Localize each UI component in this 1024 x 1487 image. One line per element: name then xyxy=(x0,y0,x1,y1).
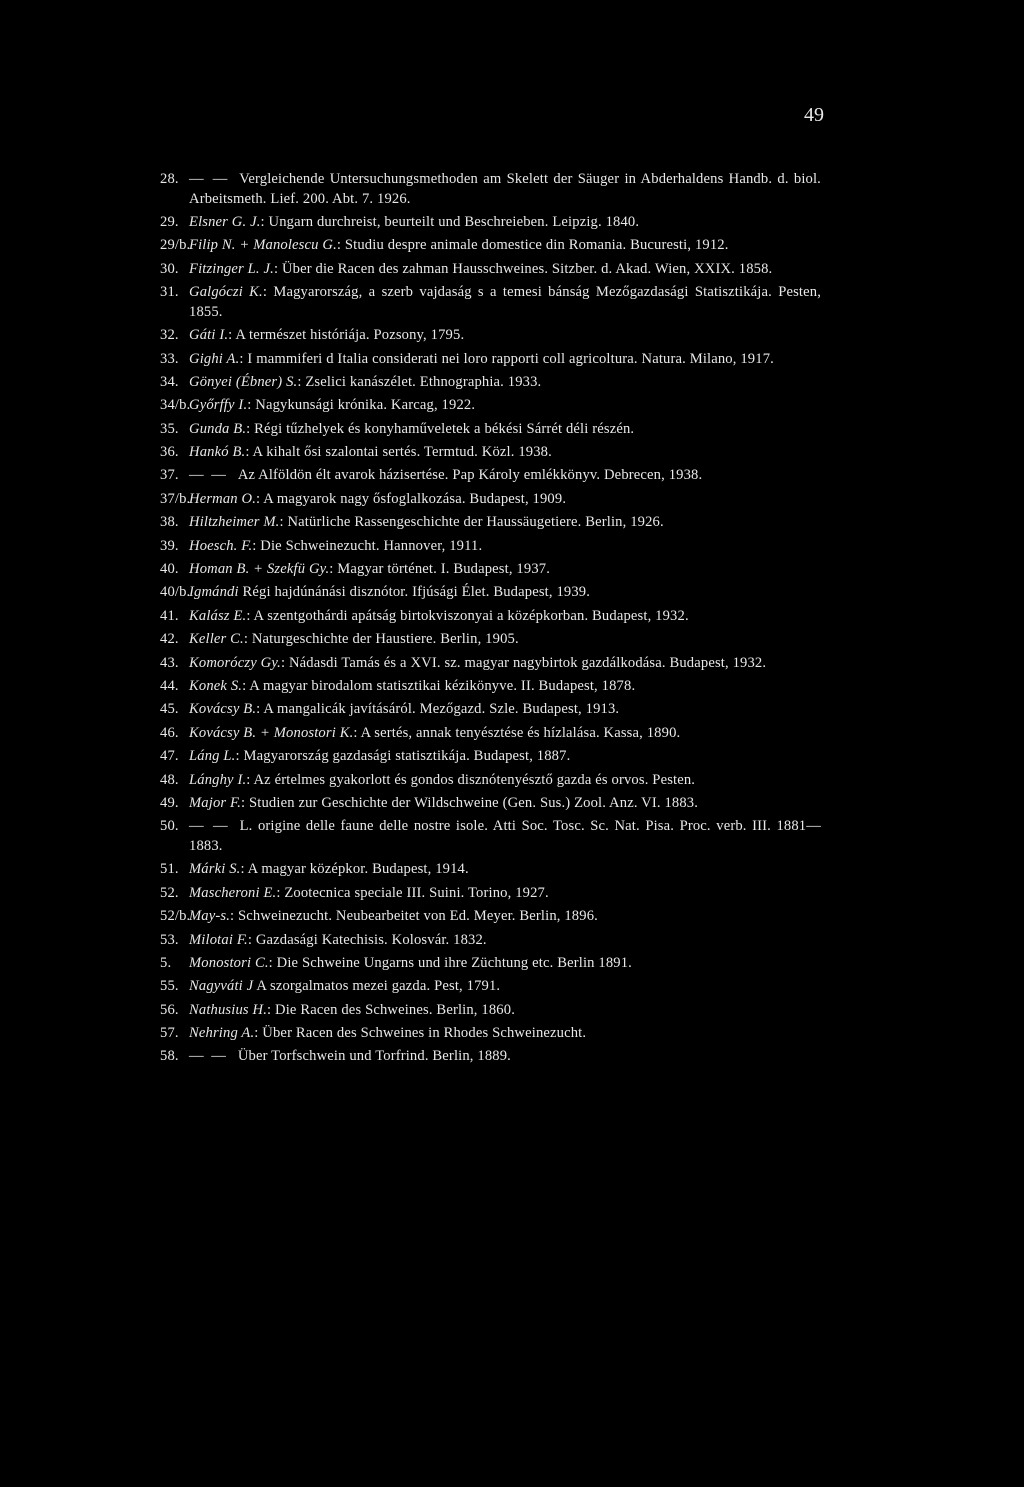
entry-number: 46. xyxy=(160,724,179,741)
entry-number: 53. xyxy=(160,931,179,948)
entry-number: 5. xyxy=(160,954,172,971)
entry-number: 35. xyxy=(160,420,179,437)
ditto-dash: — — xyxy=(189,818,230,835)
entry-text: : Die Schweinezucht. Hannover, 1911. xyxy=(252,537,483,554)
entry-author: Homan B. + Szekfü Gy. xyxy=(189,561,330,578)
entry-author: Filip N. + Manolescu G. xyxy=(189,237,337,254)
entry-author: Kovácsy B. + Monostori K. xyxy=(189,724,354,741)
bibliography-entry xyxy=(161,170,821,209)
entry-number: 52. xyxy=(160,884,179,901)
entry-number: 57. xyxy=(160,1025,179,1042)
bibliography-entry xyxy=(161,283,821,322)
bibliography-list xyxy=(161,170,821,1071)
entry-text: L. origine delle faune delle nostre isole. Atti Soc. Tosc. Sc. Nat. Pisa. Proc. verb. III. 1881—1883. xyxy=(189,818,822,854)
entry-number: 55. xyxy=(160,978,179,995)
entry-author: Herman O. xyxy=(189,490,257,507)
bibliography-entry xyxy=(161,771,821,791)
entry-author: Galgóczi K. xyxy=(189,284,263,301)
entry-author: Gönyei (Ébner) S. xyxy=(189,373,298,390)
entry-author: Márki S. xyxy=(189,861,241,878)
entry-text: Régi hajdúnánási disznótor. Ifjúsági Élet. Budapest, 1939. xyxy=(238,584,591,601)
entry-text: : Magyarország gazdasági statisztikája. Budapest, 1887. xyxy=(235,748,571,765)
entry-author: Lánghy I. xyxy=(189,771,247,788)
entry-author: Hoesch. F. xyxy=(189,537,253,554)
entry-number: 37. xyxy=(160,467,179,484)
entry-text: : Schweinezucht. Neubearbeitet von Ed. Meyer. Berlin, 1896. xyxy=(230,908,598,925)
entry-number: 43. xyxy=(160,654,179,671)
entry-number: 31. xyxy=(160,284,179,301)
entry-author: Elsner G. J. xyxy=(189,213,261,230)
bibliography-entry xyxy=(161,583,821,603)
entry-text: : Über Racen des Schweines in Rhodes Schweinezucht. xyxy=(254,1025,587,1042)
entry-author: Nehring A. xyxy=(189,1025,255,1042)
bibliography-entry xyxy=(161,326,821,346)
entry-number: 34/b. xyxy=(160,397,191,414)
entry-number: 45. xyxy=(160,701,179,718)
bibliography-entry xyxy=(161,1024,821,1044)
entry-number: 38. xyxy=(160,514,179,531)
entry-author: Gáti I. xyxy=(189,327,229,344)
bibliography-entry xyxy=(161,513,821,533)
entry-text: : A mangalicák javításáról. Mezőgazd. Szle. Budapest, 1913. xyxy=(256,701,620,718)
entry-author: Monostori C. xyxy=(189,954,269,971)
ditto-dash: — — xyxy=(189,1048,228,1065)
entry-text: : Régi tűzhelyek és konyhaműveletek a békési Sárrét déli részén. xyxy=(246,420,635,437)
bibliography-entry xyxy=(161,373,821,393)
entry-number: 48. xyxy=(160,771,179,788)
page-number: 49 xyxy=(804,104,824,126)
bibliography-entry xyxy=(161,607,821,627)
entry-author: Kalász E. xyxy=(189,607,247,624)
entry-author: Kovácsy B. xyxy=(189,701,257,718)
bibliography-entry xyxy=(161,490,821,510)
entry-text: : Zootecnica speciale III. Suini. Torino, 1927. xyxy=(276,884,549,901)
entry-text: Vergleichende Untersuchungsmethoden am Skelett der Säuger in Abderhaldens Handb. d. biol. Arbeitsmeth. Lief. 200. Abt. 7. 1926. xyxy=(189,171,821,207)
bibliography-entry xyxy=(161,747,821,767)
entry-text: : Naturgeschichte der Haustiere. Berlin, 1905. xyxy=(243,631,519,648)
bibliography-entry xyxy=(161,537,821,557)
bibliography-entry xyxy=(161,677,821,697)
entry-author: Fitzinger L. J. xyxy=(189,260,274,277)
bibliography-entry xyxy=(161,954,821,974)
entry-author: Hankó B. xyxy=(189,444,246,461)
bibliography-entry xyxy=(161,931,821,951)
entry-text: : Die Racen des Schweines. Berlin, 1860. xyxy=(267,1001,515,1018)
bibliography-entry xyxy=(161,907,821,927)
ditto-dash: — — xyxy=(189,171,230,187)
entry-number: 40/b. xyxy=(160,584,191,601)
entry-number: 29. xyxy=(160,213,179,230)
entry-number: 47. xyxy=(160,748,179,765)
entry-number: 29/b. xyxy=(160,237,191,254)
entry-author: Komoróczy Gy. xyxy=(189,654,281,671)
entry-number: 49. xyxy=(160,794,179,811)
entry-author: Major F. xyxy=(189,794,242,811)
entry-number: 33. xyxy=(160,350,179,367)
entry-number: 51. xyxy=(160,861,179,878)
entry-author: Mascheroni E. xyxy=(189,884,277,901)
bibliography-entry xyxy=(161,260,821,280)
entry-author: Keller C. xyxy=(189,631,244,648)
entry-text: : A magyar birodalom statisztikai kézikönyve. II. Budapest, 1878. xyxy=(242,678,636,694)
bibliography-entry xyxy=(161,466,821,486)
entry-text: : Zselici kanászélet. Ethnographia. 1933. xyxy=(297,373,542,390)
entry-number: 50. xyxy=(160,818,179,835)
bibliography-entry xyxy=(161,700,821,720)
entry-text: : Nagykunsági krónika. Karcag, 1922. xyxy=(247,397,476,414)
entry-text: : Magyar történet. I. Budapest, 1937. xyxy=(329,561,551,578)
entry-author: Nathusius H. xyxy=(189,1001,268,1018)
bibliography-entry xyxy=(161,817,821,856)
entry-author: Konek S. xyxy=(189,678,243,694)
bibliography-entry xyxy=(161,1047,821,1067)
entry-number: 30. xyxy=(160,260,179,277)
entry-number: 28. xyxy=(160,171,179,187)
entry-text: : Natürliche Rassengeschichte der Haussäugetiere. Berlin, 1926. xyxy=(279,514,664,531)
entry-author: Igmándi xyxy=(189,584,239,601)
bibliography-entry xyxy=(161,794,821,814)
bibliography-entry xyxy=(161,396,821,416)
bibliography-entry xyxy=(161,213,821,233)
entry-author: Milotai F. xyxy=(189,931,248,948)
entry-number: 42. xyxy=(160,631,179,648)
entry-text: : A magyar középkor. Budapest, 1914. xyxy=(240,861,469,878)
entry-number: 58. xyxy=(160,1048,179,1065)
entry-number: 40. xyxy=(160,561,179,578)
entry-text: : Studien zur Geschichte der Wildschweine (Gen. Sus.) Zool. Anz. VI. 1883. xyxy=(241,794,699,811)
bibliography-entry xyxy=(161,420,821,440)
entry-author: Nagyváti J xyxy=(189,978,254,995)
entry-text: : Ungarn durchreist, beurteilt und Beschreieben. Leipzig. 1840. xyxy=(260,213,640,230)
entry-author: Hiltzheimer M. xyxy=(189,514,280,531)
entry-number: 32. xyxy=(160,327,179,344)
entry-text: : A természet históriája. Pozsony, 1795. xyxy=(228,327,465,344)
entry-text: : Magyarország, a szerb vajdaság s a temesi bánság Mezőgazdasági Statisztikája. Pesten, 1855. xyxy=(189,284,821,320)
entry-number: 39. xyxy=(160,537,179,554)
entry-text: : Studiu despre animale domestice din Romania. Bucuresti, 1912. xyxy=(336,237,729,254)
entry-number: 52/b. xyxy=(160,908,191,925)
entry-author: Gunda B. xyxy=(189,420,247,437)
entry-number: 44. xyxy=(160,678,179,694)
entry-text: : I mammiferi d Italia considerati nei loro rapporti coll agricoltura. Natura. Milano, 1917. xyxy=(239,350,774,367)
entry-number: 34. xyxy=(160,373,179,390)
entry-text: : Nádasdi Tamás és a XVI. sz. magyar nagybirtok gazdálkodása. Budapest, 1932. xyxy=(280,654,767,671)
entry-number: 41. xyxy=(160,607,179,624)
entry-text: : Az értelmes gyakorlott és gondos disznótenyésztő gazda és orvos. Pesten. xyxy=(246,771,696,788)
bibliography-entry xyxy=(161,860,821,880)
entry-text: Az Alföldön élt avarok házisertése. Pap Károly emlékkönyv. Debrecen, 1938. xyxy=(237,467,703,484)
bibliography-entry xyxy=(161,977,821,997)
entry-text: Über Torfschwein und Torfrind. Berlin, 1889. xyxy=(237,1048,511,1065)
bibliography-entry xyxy=(161,443,821,463)
ditto-dash: — — xyxy=(189,467,228,484)
entry-author: Gighi A. xyxy=(189,350,240,367)
bibliography-entry xyxy=(161,236,821,256)
entry-text: : A kihalt ősi szalontai sertés. Termtud. Közl. 1938. xyxy=(245,444,552,461)
entry-author: Győrffy I. xyxy=(189,397,248,414)
entry-text: : A szentgothárdi apátság birtokviszonyai a középkorban. Budapest, 1932. xyxy=(246,607,689,624)
bibliography-entry xyxy=(161,630,821,650)
bibliography-entry xyxy=(161,560,821,580)
entry-text: A szorgalmatos mezei gazda. Pest, 1791. xyxy=(253,978,501,995)
entry-text: : Über die Racen des zahman Hausschweines. Sitzber. d. Akad. Wien, XXIX. 1858. xyxy=(273,260,773,277)
entry-number: 36. xyxy=(160,444,179,461)
bibliography-entry xyxy=(161,1001,821,1021)
entry-text: : Gazdasági Katechisis. Kolosvár. 1832. xyxy=(247,931,487,948)
entry-author: Láng L. xyxy=(189,748,236,765)
entry-number: 56. xyxy=(160,1001,179,1018)
entry-text: : Die Schweine Ungarns und ihre Züchtung etc. Berlin 1891. xyxy=(268,954,632,971)
entry-number: 37/b. xyxy=(160,490,191,507)
entry-author: May-s. xyxy=(189,908,231,925)
bibliography-entry xyxy=(161,884,821,904)
bibliography-entry xyxy=(161,724,821,744)
entry-text: : A magyarok nagy ősfoglalkozása. Budapest, 1909. xyxy=(256,490,567,507)
entry-text: : A sertés, annak tenyésztése és hízlalása. Kassa, 1890. xyxy=(353,724,681,741)
bibliography-entry xyxy=(161,350,821,370)
bibliography-entry xyxy=(161,654,821,674)
